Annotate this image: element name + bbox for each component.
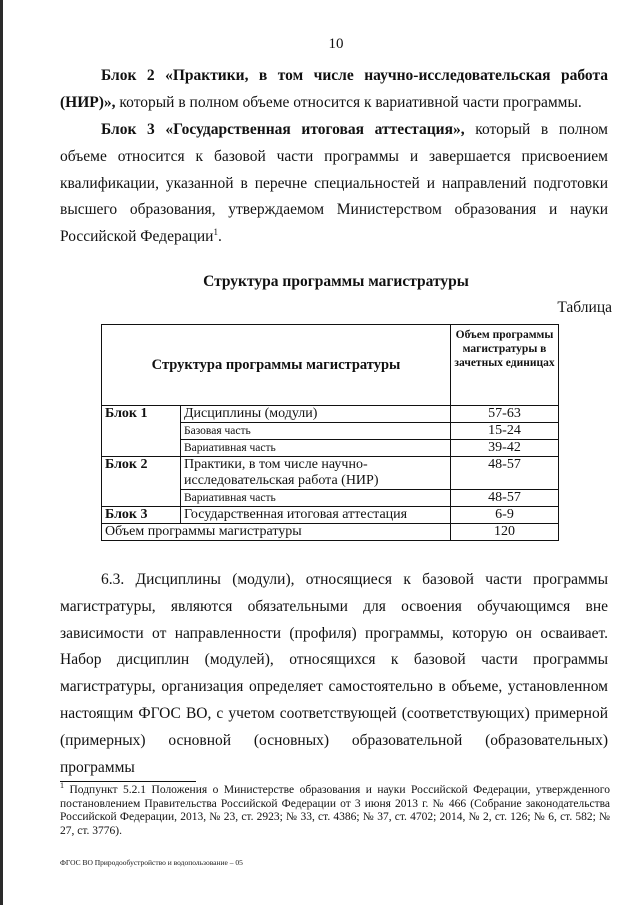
program-structure-table [101, 324, 559, 541]
block3-title: Блок 3 «Государственная итоговая аттестация», [101, 121, 465, 138]
table-header-row [102, 325, 559, 406]
row-value: 15-24 [451, 423, 559, 440]
footnote-mark: 1 [60, 781, 64, 791]
scan-edge [0, 0, 3, 905]
row-block: Блок 3 [102, 507, 181, 524]
footnote-reference: 1 [213, 227, 218, 238]
row-name: Дисциплины (модули) [181, 406, 451, 423]
table-row [102, 457, 559, 490]
block2-paragraph [60, 63, 608, 117]
total-value: 120 [451, 524, 559, 541]
block3-paragraph [60, 117, 608, 251]
header-volume: Объем программы магистратуры в зачетных единицах [451, 325, 559, 406]
row-name: Вариативная часть [181, 490, 451, 507]
block3-end: . [217, 228, 222, 246]
row-name: Вариативная часть [181, 440, 451, 457]
total-label: Объем программы магистратуры [102, 524, 451, 541]
table-row [102, 406, 559, 423]
row-block: Блок 2 [102, 457, 181, 507]
row-name: Государственная итоговая аттестация [181, 507, 451, 524]
row-value: 48-57 [451, 457, 559, 490]
row-value: 39-42 [451, 440, 559, 457]
row-block: Блок 1 [102, 406, 181, 457]
row-name: Базовая часть [181, 423, 451, 440]
document-code: ФГОС ВО Природообустройство и водопользование – 05 [60, 858, 243, 867]
page-number: 10 [328, 36, 344, 52]
row-name: Практики, в том числе научно-исследовательская работа (НИР) [181, 457, 451, 490]
row-value: 6-9 [451, 507, 559, 524]
footnote-text: Подпункт 5.2.1 Положения о Министерстве образования и науки Российской Федерации, утвержденного постановлением Правительства Российской Федерации от 3 июня 2013 г. № 466 (Собрание законодательства Российской Федерации, 2013, № 23, ст. 2923; № 33, ст. 4386; № 37, ст. 4702; 2014, № 2, ст. 126; № 6, ст. 582; № 27, ст. 3776). [60, 784, 610, 837]
footnote [60, 781, 610, 838]
table-row [102, 507, 559, 524]
row-value: 48-57 [451, 490, 559, 507]
block3-text: который в полном объеме относится к базовой части программы и завершается присвоением квалификации, указанной в перечне специальностей и направлений подготовки высшего образования, утверждаемом Министерством образования и науки Российской Федерации [60, 121, 608, 246]
table-total-row [102, 524, 559, 541]
block2-text: который в полном объеме относится к вариативной части программы. [115, 93, 582, 111]
header-structure: Структура программы магистратуры [102, 325, 451, 406]
block2-title: Блок 2 «Практики, в том числе научно-исследовательская работа (НИР)», [60, 67, 608, 111]
table-label: Таблица [557, 299, 612, 316]
table-title: Структура программы магистратуры [203, 273, 469, 290]
row-value: 57-63 [451, 406, 559, 423]
section-6-3-paragraph: 6.3. Дисциплины (модули), относящиеся к базовой части программы магистратуры, являются обязательными для освоения обучающимся вне зависимости от направленности (профиля) программы, которую он осваивает. Набор дисциплин (модулей), относящихся к базовой части программы магистратуры, организация определяет самостоятельно в объеме, установленном настоящим ФГОС ВО, с учетом соответствующей (соответствующих) примерной (примерных) основной (основных) образовательной (образовательных) программы [60, 571, 608, 776]
footnote-divider [60, 781, 196, 782]
